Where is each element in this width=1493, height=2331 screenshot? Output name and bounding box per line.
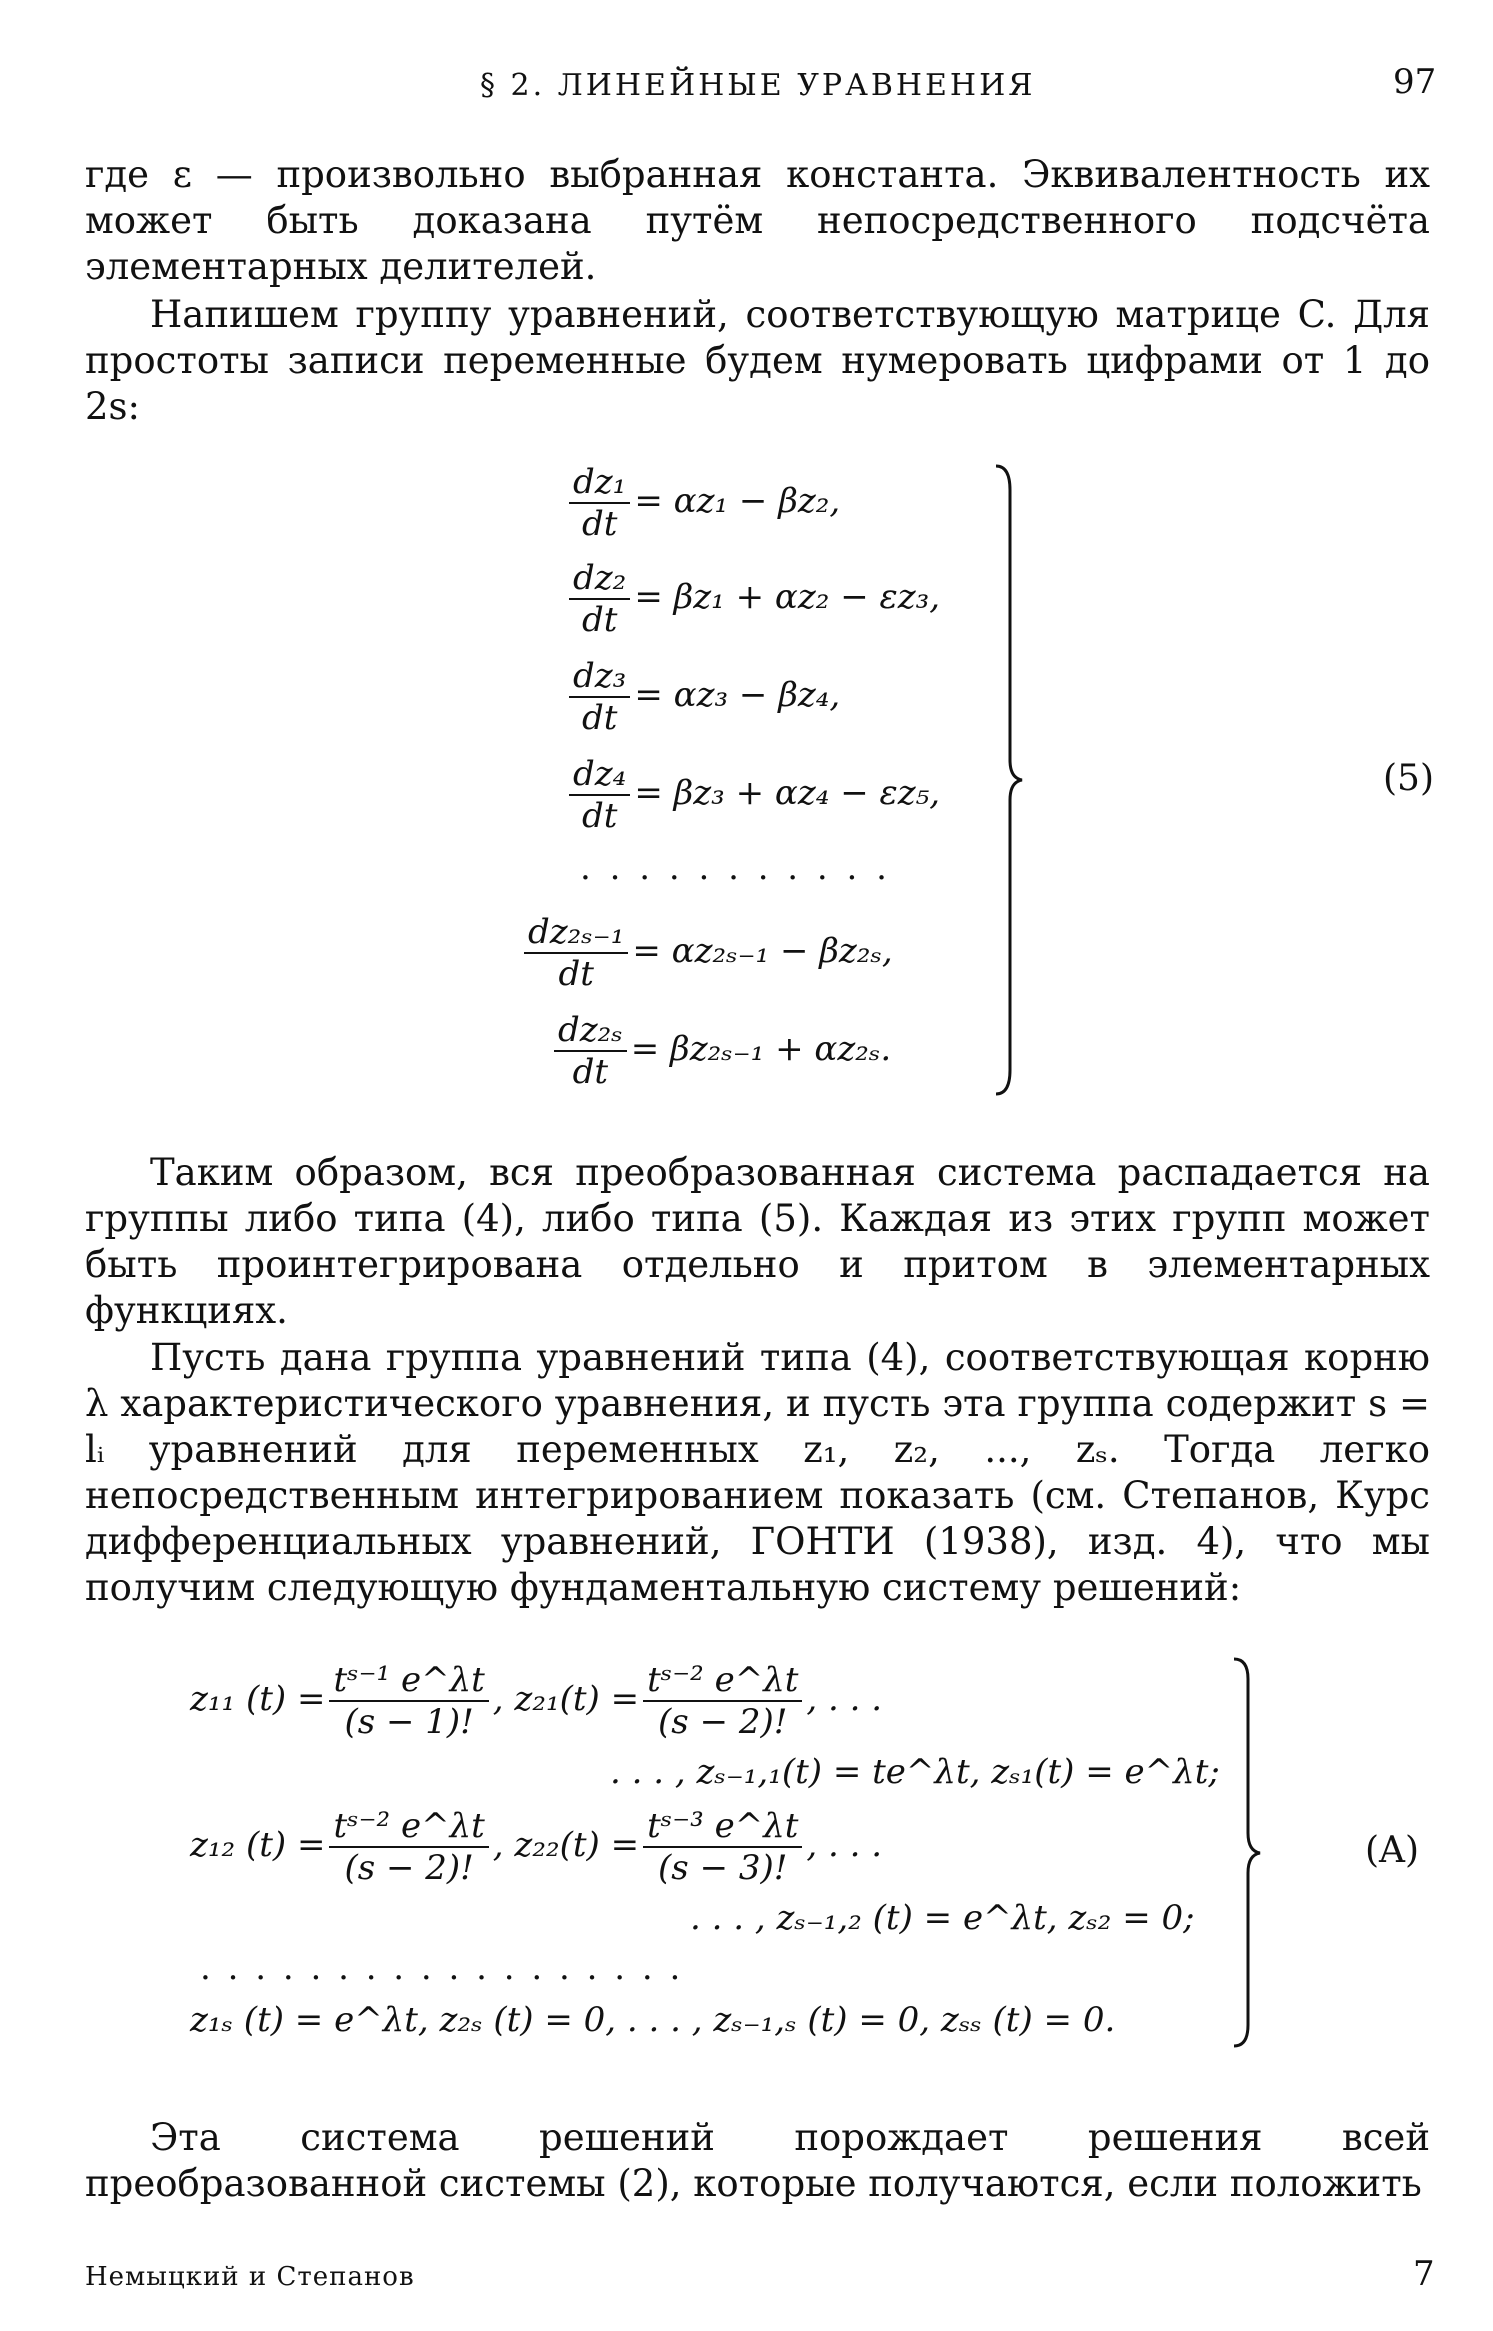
equation-row: $\frac{\text{dz₃}}{dt}$ = αz₃ − βz₄, xyxy=(565,656,840,738)
page-number: 97 xyxy=(1393,62,1437,102)
equation-row: $\frac{\text{dz₂ₛ}}{dt}$ = βz₂ₛ₋₁ + αz₂ₛ. xyxy=(550,1010,891,1092)
running-head xyxy=(0,62,1493,112)
paragraph-2: Напишем группу уравнений, соответствующую матрице C. Для простоты записи переменные будем нумеровать цифрами от 1 до 2s: xyxy=(85,293,1430,428)
paragraph-3: Таким образом, вся преобразованная система распадается на группы либо типа (4), либо типа (5). Каждая из этих групп может быть проинтегрирована отдельно и притом в элементарных функциях. xyxy=(85,1151,1430,1332)
equation-row: $\frac{\text{dz₂ₛ₋₁}}{dt}$ = αz₂ₛ₋₁ − βz₂ₛ, xyxy=(520,912,893,994)
footer-author: Немыцкий и Степанов xyxy=(85,2262,415,2292)
footer-signature: 7 xyxy=(1413,2254,1435,2294)
solution-row: . . . , zₛ₋₁,₁(t) = te^λt, zₛ₁(t) = e^λt; xyxy=(610,1752,1220,1792)
equation-row: $\frac{\text{dz₂}}{dt}$ = βz₁ + αz₂ − εz₃, xyxy=(565,558,940,640)
paragraph-4: Пусть дана группа уравнений типа (4), соответствующая корню λ характеристического уравнения, и пусть эта группа содержит s = lᵢ уравнений для переменных z₁, z₂, ..., zₛ. Тогда легко непосредственным интегрированием показать (см. Степанов, Курс дифференциальных уравнений, ГОНТИ (1938), изд. 4), что мы получим следующую фундаментальную систему решений: xyxy=(85,1336,1430,1609)
running-title: § 2. ЛИНЕЙНЫЕ УРАВНЕНИЯ xyxy=(480,68,1036,103)
equation-row: $\frac{\text{dz₁}}{dt}$ = αz₁ − βz₂, xyxy=(565,462,840,544)
solution-row: z₁ₛ (t) = e^λt, z₂ₛ (t) = 0, . . . , zₛ₋₁,ₛ (t) = 0, zₛₛ (t) = 0. xyxy=(190,2000,1116,2040)
equation-label-A: (A) xyxy=(1365,1830,1420,1871)
equation-label-5: (5) xyxy=(1383,758,1434,799)
paragraph-1: где ε — произвольно выбранная константа. Эквивалентность их может быть доказана путём непосредственного подсчёта элементарных делителей. xyxy=(85,153,1430,288)
solution-row: . . . , zₛ₋₁,₂ (t) = e^λt, zₛ₂ = 0; xyxy=(690,1898,1195,1938)
paragraph-5: Эта система решений порождает решения всей преобразованной системы (2), которые получаются, если положить xyxy=(85,2116,1430,2205)
equation-row: $\frac{\text{dz₄}}{dt}$ = βz₃ + αz₄ − εz₅, xyxy=(565,754,940,836)
solution-row: z₁₂ (t) = $\frac{\text{tˢ⁻² e\textasciicircum{}λt}}{(s - 2)!}$ , z₂₂(t) = $\frac{\text{tˢ⁻³ e\textasciicircum{}λt}}{(s - 3)!}$ , . . . xyxy=(190,1806,883,1888)
right-brace-icon xyxy=(990,460,1030,1100)
right-brace-icon xyxy=(1228,1655,1268,2050)
ellipsis-row: . . . . . . . . . . . . . . . . . . xyxy=(200,1948,684,1988)
solution-row: z₁₁ (t) = $\frac{\text{tˢ⁻¹ e\textasciicircum{}λt}}{(s - 1)!}$ , z₂₁(t) = $\frac{\text{tˢ⁻² e\textasciicircum{}λt}}{(s - 2)!}$ , . . . xyxy=(190,1660,883,1742)
ellipsis-row: . . . . . . . . . . . xyxy=(580,848,891,888)
